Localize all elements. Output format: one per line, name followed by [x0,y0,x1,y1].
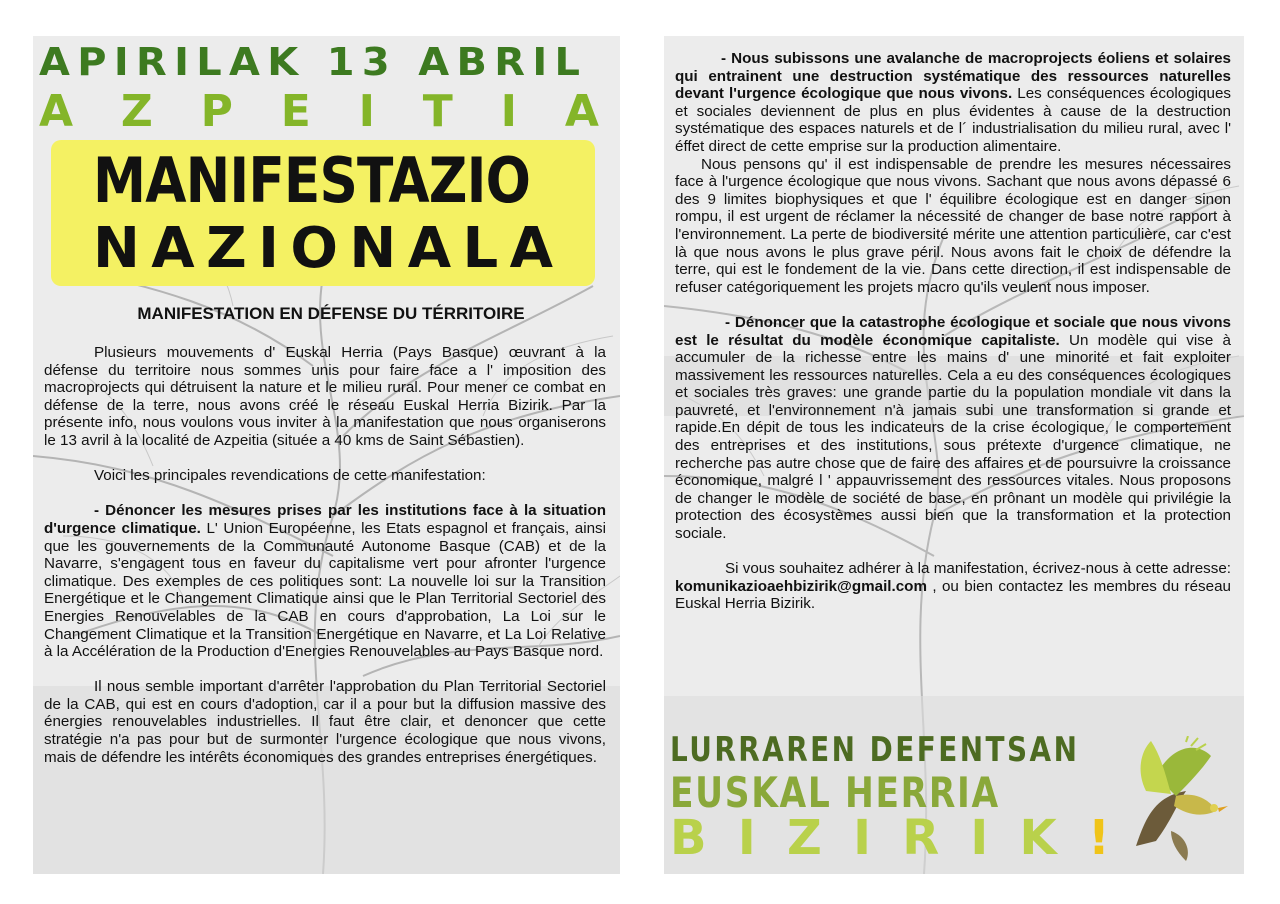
title-letter: I [258,216,279,281]
town-letter: A [39,86,74,137]
logo-line-2: EUSKAL HERRIA [670,768,1000,817]
town-letter: E [280,86,311,137]
paragraph: Voici les principales revendications de cette manifestation: [94,467,486,485]
title-letter: A [151,216,195,281]
paragraph: Nous pensons qu' il est indispensable de prendre les mesures nécessaires face à l'urgence écologique que nous vivons. Sachant que nous avons dépassé 6 des 9 limites biophysiques et que l' équilibre écologique est en danger sinon rompu, il est urgent de réclamer la nécessité de changer de base notre rapport à l'environnement. La perte de biodiversité mérite une attention particulière, car c'est là que nous avons le plus grave péril. Nous avons fait le choix de défendre la terre, qui est le fondement de la vie. Dans cette direction, il est indispensable de refuser catégoriquement les projets macro qu'ils veulent nous imposer. [675,155,1231,296]
paragraph-text: Les conséquences écologiques et sociales deviennent de plus en plus évidentes à cause de la destruction systématique des espaces naturels et de l´ industrialisation du milieu rural, avec l' éffet direct de cette emprise sur la production alimentaire. [675,85,1231,155]
paragraph [44,502,606,660]
logo-letter: I [737,810,756,866]
title-letter: Z [206,216,247,281]
logo-letter: K [1019,810,1057,866]
town-letter: A [564,86,599,137]
title-letter: O [290,216,338,281]
paragraph-bold: - Dénoncer que la catastrophe écologique et sociale que nous vivons est le résultat du modèle économique capitaliste. [675,313,1231,349]
logo-letter: Z [786,810,822,866]
town-letter: Z [120,86,153,137]
town-letter: T [422,86,453,137]
logo-line-1: LURRAREN DEFENTSAN [670,730,1080,770]
title-letter: N [349,216,397,281]
town-letter: P [200,86,233,137]
bird-logo-icon [1116,736,1236,866]
main-title-line2 [93,216,553,281]
logo-letter: I [853,810,871,866]
right-page [664,36,1244,874]
logo-letter: I [970,810,989,866]
town-heading [39,86,599,137]
paragraph-bold: - Dénoncer les mesures prises par les institutions face à la situation d'urgence climatique. [44,502,606,537]
paragraph-text: , ou bien contactez les membres du réseau Euskal Herria Bizirik. [675,577,1231,613]
paragraph [675,50,1231,156]
paragraph: Plusieurs mouvements d' Euskal Herria (Pays Basque) œuvrant à la défense du territoire nous sommes unis pour faire face a l' imposition des macroprojects qui détruisent la nature et le milieu rural. Pour mener ce combat en défense de la terre, nous avons créé le réseau Euskal Herria Bizirik. Par la présente info, nous voulons vous inviter à la manifestation que nous organiserons le 13 avril à la localité de Azpeitia (située a 40 kms de Saint Sébastien). [44,344,606,449]
paragraph-text: Si vous souhaitez adhérer à la manifestation, écrivez-nous à cette adresse: [725,560,1231,578]
contact-email: komunikazioaehbizirik@gmail.com [675,577,927,595]
paragraph [675,314,1231,543]
subtitle: MANIFESTATION EN DÉFENSE DU TÉRRITOIRE [137,304,525,323]
logo-line-3 [670,810,1110,866]
paragraph: Il nous semble important d'arrêter l'approbation du Plan Territorial Sectoriel de la CAB, qui est en cours d'adoption, car il a pour but la diffusion massive des énergies renouvelables industrielles. Il faut être clair, et denoncer que cette stratégie n'a pas pour but de surmonter l'urgence écologique que nous vivons, mais de défendre les intérêts économiques des grandes entreprises énergétiques. [44,678,606,766]
left-page [33,36,620,874]
title-letter: A [407,216,452,281]
paragraph-text: Un modèle qui vise à accumuler de la richesse entre les mains d' une minorité et fait exploiter massivement les ressources naturelles. Cela a eu des conséquences écologiques et sociales très graves: une grande partie du la population mondiale vit dans la pauvreté, et l'environnement n'à jamais subi une transformation si grande et rapide.En dépit de tous les indicateurs de la crise écologique, le comportement des entreprises et des institutions, sous prétexte d'urgence climatique, ne recherche pas autre chose que de faire des affaires et de poursuivre la croissance économique, malgré l ' appauvrissement des ressources vitales. Nous proposons de changer le modèle de société de base, en prônant un modèle qui privilégie la protection des écosystèmes aussi bien que la transformation et la protection sociale. [675,331,1231,543]
town-letter: I [358,86,375,137]
title-letter: L [462,216,499,281]
paragraph-text: L' Union Européenne, les Etats espagnol et français, ainsi que les gouvernements de la Communauté Autonome Basque (CAB) et de la Navarre, s'engagent tous en faveur du capitalisme vert pour afronter l'urgence climatique. Des exemples de ces politiques sont: La nouvelle loi sur la Transition Energétique et le Changement Climatique ainsi que le Plan Territorial Sectoriel des Energies Renouvelables de la CAB en cours d'approbation, La Loi sur le Changement Climatique et la Transition Energétique en Navarre, et La Loi Relative à la Accélération de la Production d'Energies Renouvelables au Pays Basque nord. [44,519,606,661]
title-letter: N [93,216,140,281]
date-heading: APIRILAK 13 ABRIL [39,40,588,84]
left-body-text [44,344,606,766]
paragraph-bold: - Nous subissons une avalanche de macroprojects éoliens et solaires qui entrainent une destruction systématique des ressources naturelles devant l'urgence écologique que nous vivons. [675,50,1231,103]
title-letter: A [509,216,553,281]
paragraph [675,560,1231,613]
main-title: MANIFESTAZIO [93,144,531,217]
logo-letter: R [902,810,940,866]
right-body-text [675,50,1231,631]
logo-letter: B [670,810,707,866]
town-letter: I [500,86,518,137]
logo-letter: ! [1088,810,1110,866]
